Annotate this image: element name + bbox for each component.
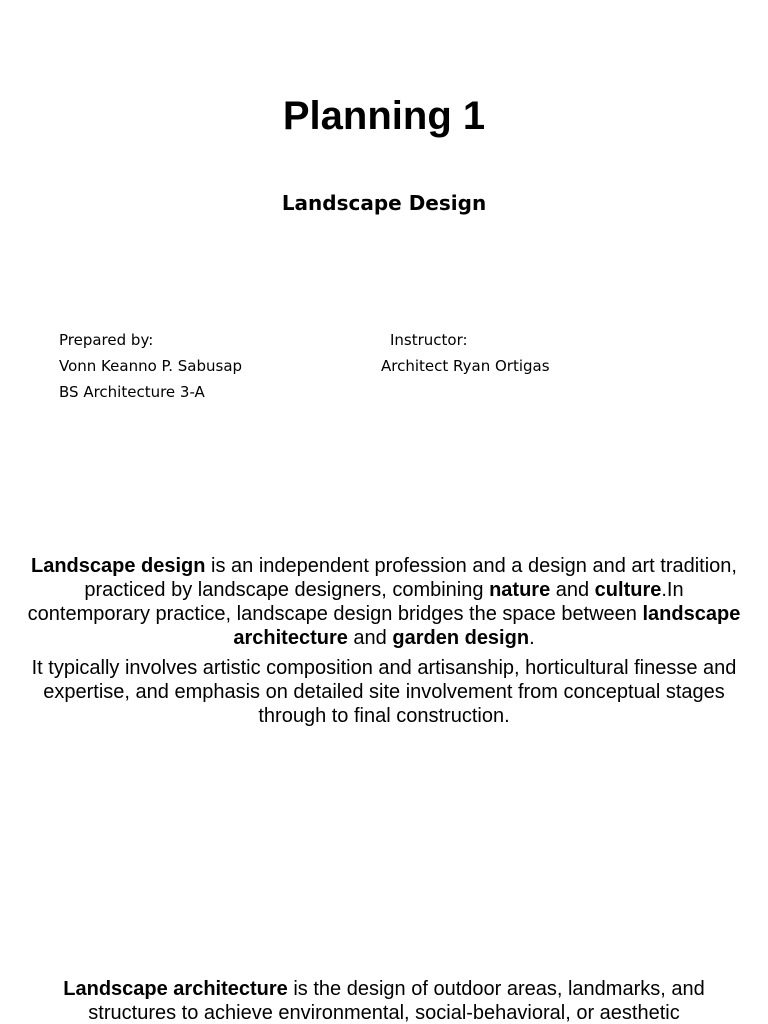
landscape-practice-paragraph: It typically involves artistic composition and artisanship, horticultural finesse and expertise, and emphasis on detailed site involvement from conceptual stages through to final construction.	[31, 657, 737, 727]
author-name: Vonn Keanno P. Sabusap	[59, 357, 243, 375]
instructor-name: Architect Ryan Ortigas	[381, 357, 550, 375]
paragraph-text: .In contemporary practice, landscape design bridges the space between	[27, 579, 684, 625]
term-garden-design: garden design	[392, 627, 530, 649]
term-landscape-design: Landscape design	[31, 555, 206, 577]
term-nature: nature	[489, 579, 551, 601]
instructor-label: Instructor:	[390, 331, 468, 349]
page-title: Planning 1	[282, 94, 486, 138]
page-subtitle: Landscape Design	[281, 191, 487, 215]
prepared-by-label: Prepared by:	[59, 331, 154, 349]
author-program: BS Architecture 3-A	[59, 383, 205, 401]
paragraph-text: is an independent profession and a design and art tradition, practiced by landscape designers, combining	[84, 555, 737, 601]
landscape-architecture-paragraph	[24, 977, 744, 1024]
paragraph-text: .	[529, 627, 535, 649]
landscape-design-paragraph	[24, 554, 744, 650]
term-landscape-architecture-heading: Landscape architecture	[63, 978, 288, 1000]
paragraph-text: is the design of outdoor areas, landmarks, and structures to achieve environmental, social-behavioral, or aesthetic	[88, 978, 705, 1024]
term-landscape-architecture: landscape architecture	[233, 603, 741, 649]
paragraph-text: and	[550, 579, 595, 601]
term-culture: culture	[594, 579, 662, 601]
paragraph-text: and	[347, 627, 393, 649]
